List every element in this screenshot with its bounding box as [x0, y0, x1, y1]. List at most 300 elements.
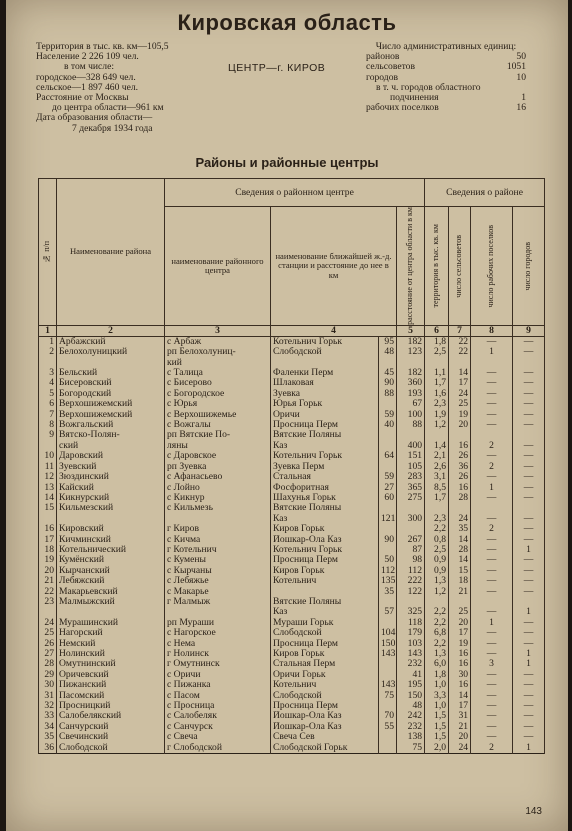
table-cell: 1,9 — [425, 410, 449, 420]
table-cell: 1,0 — [425, 680, 449, 690]
table-cell: Пижанский — [57, 680, 165, 690]
table-cell: 2 — [471, 462, 513, 472]
table-row — [39, 483, 545, 493]
table-cell: 12 — [39, 472, 57, 482]
table-cell: Котельнический — [57, 545, 165, 555]
table-cell: 143 — [379, 680, 397, 690]
header-district: Наименование района — [57, 179, 165, 326]
table-cell: — — [471, 701, 513, 711]
table-cell: ляны — [165, 441, 271, 451]
table-cell — [513, 503, 545, 513]
header-distance: расстояние от центра области в км — [397, 207, 425, 326]
table-cell: 25 — [39, 628, 57, 638]
table-cell: Салобелякский — [57, 711, 165, 721]
table-cell: с Богородское — [165, 389, 271, 399]
table-cell: г Котельнич — [165, 545, 271, 555]
table-cell: Вятские Поляны — [271, 597, 379, 607]
table-cell: 0,9 — [425, 555, 449, 565]
table-row — [39, 420, 545, 430]
table-cell: Киров Горьк — [271, 524, 379, 534]
table-cell: 14 — [449, 555, 471, 565]
table-cell: Вожгальский — [57, 420, 165, 430]
table-cell: 21 — [449, 587, 471, 597]
header-district-group: Сведения о районе — [425, 179, 545, 207]
table-cell: Свечинский — [57, 732, 165, 742]
table-cell: — — [471, 732, 513, 742]
table-cell: 2,5 — [425, 545, 449, 555]
table-cell: 195 — [397, 680, 425, 690]
table-cell: 24 — [449, 743, 471, 754]
table-cell: с Свеча — [165, 732, 271, 742]
table-cell: 20 — [449, 618, 471, 628]
table-cell: 16 — [449, 483, 471, 493]
table-cell: 193 — [397, 389, 425, 399]
table-cell: — — [513, 378, 545, 388]
table-cell: Кырчанский — [57, 566, 165, 576]
table-cell: 16 — [449, 659, 471, 669]
table-cell: 24 — [449, 389, 471, 399]
table-cell: — — [471, 535, 513, 545]
table-cell — [425, 430, 449, 440]
table-cell: 15 — [449, 566, 471, 576]
table-cell: Верхошижемский — [57, 410, 165, 420]
info-line: Территория в тыс. кв. км—105,5 — [36, 41, 169, 52]
table-cell — [379, 430, 397, 440]
table-cell: 112 — [379, 566, 397, 576]
table-cell: 0,8 — [425, 535, 449, 545]
table-row — [39, 732, 545, 742]
table-cell: 18 — [39, 545, 57, 555]
table-cell: 29 — [39, 670, 57, 680]
region-summary — [36, 42, 236, 134]
table-cell: 13 — [39, 483, 57, 493]
table-cell — [165, 514, 271, 524]
table-row — [39, 368, 545, 378]
table-cell: 2,3 — [425, 399, 449, 409]
table-cell: с Нагорское — [165, 628, 271, 638]
table-cell: 1,8 — [425, 670, 449, 680]
table-cell: Вятско-Полян- — [57, 430, 165, 440]
table-cell: г Киров — [165, 524, 271, 534]
table-cell: Даровский — [57, 451, 165, 461]
table-title: Районы и районные центры — [195, 155, 379, 170]
table-cell: 25 — [449, 607, 471, 617]
table-cell: 28 — [39, 659, 57, 669]
page-title: Кировская область — [177, 10, 397, 35]
table-cell: 14 — [449, 691, 471, 701]
table-cell: 14 — [449, 368, 471, 378]
table-cell: 26 — [449, 451, 471, 461]
admin-unit-row: в т. ч. городов областного — [376, 81, 481, 93]
table-cell: кий — [165, 358, 271, 368]
table-cell: 48 — [397, 701, 425, 711]
table-cell: 1 — [471, 618, 513, 628]
table-cell: — — [471, 399, 513, 409]
table-cell: Санчурский — [57, 722, 165, 732]
table-row — [39, 670, 545, 680]
table-cell: — — [513, 691, 545, 701]
table-cell: — — [471, 566, 513, 576]
table-cell: — — [471, 545, 513, 555]
table-cell — [449, 358, 471, 368]
table-cell: Каз — [271, 514, 379, 524]
table-cell: Слободской — [271, 347, 379, 357]
table-cell: — — [471, 639, 513, 649]
table-cell: 3,3 — [425, 691, 449, 701]
table-row — [39, 639, 545, 649]
table-cell: — — [513, 441, 545, 451]
table-cell: 27 — [379, 483, 397, 493]
header-center-group: Сведения о районном центре — [165, 179, 425, 207]
table-cell: — — [471, 628, 513, 638]
table-cell — [379, 597, 397, 607]
table-cell: 182 — [397, 368, 425, 378]
table-row — [39, 743, 545, 754]
table-cell: с Салобеляк — [165, 711, 271, 721]
table-cell: Зюздинский — [57, 472, 165, 482]
table-cell — [57, 514, 165, 524]
table-cell: 22 — [449, 336, 471, 347]
table-cell — [425, 503, 449, 513]
table-cell — [449, 503, 471, 513]
table-cell: — — [471, 607, 513, 617]
table-cell: 33 — [39, 711, 57, 721]
table-cell: 6,0 — [425, 659, 449, 669]
table-cell: — — [513, 410, 545, 420]
table-row — [39, 524, 545, 534]
table-cell: — — [471, 472, 513, 482]
table-cell: 1,5 — [425, 732, 449, 742]
table-cell: 4 — [39, 378, 57, 388]
table-cell: — — [513, 472, 545, 482]
table-cell: 1,1 — [425, 368, 449, 378]
table-cell: с Кичма — [165, 535, 271, 545]
table-cell: 16 — [39, 524, 57, 534]
table-cell: Оричи Горьк — [271, 670, 379, 680]
table-row — [39, 566, 545, 576]
table-cell — [449, 430, 471, 440]
table-cell: 15 — [39, 503, 57, 513]
table-cell: г Нолинск — [165, 649, 271, 659]
table-cell: г Омутнинск — [165, 659, 271, 669]
table-cell: 98 — [397, 555, 425, 565]
table-cell: 1,3 — [425, 576, 449, 586]
table-cell: 2,0 — [425, 743, 449, 754]
table-cell: Зуевка Перм — [271, 462, 379, 472]
table-cell: 1,8 — [425, 336, 449, 347]
table-cell: 3,1 — [425, 472, 449, 482]
table-cell: 34 — [39, 722, 57, 732]
table-cell: 5 — [39, 389, 57, 399]
table-cell: 2 — [39, 347, 57, 357]
table-cell: Слободской — [271, 628, 379, 638]
book-page — [6, 0, 568, 831]
table-cell: 100 — [397, 410, 425, 420]
header-no: № п/п — [39, 179, 57, 326]
table-cell: 7 — [39, 410, 57, 420]
table-cell: — — [471, 722, 513, 732]
table-cell: — — [513, 639, 545, 649]
table-cell: — — [471, 420, 513, 430]
table-cell: — — [471, 576, 513, 586]
table-cell: 1,0 — [425, 701, 449, 711]
table-cell — [271, 358, 379, 368]
table-cell: 31 — [449, 711, 471, 721]
table-header — [39, 179, 545, 337]
table-cell: 41 — [397, 670, 425, 680]
table-cell: — — [471, 493, 513, 503]
table-cell: 90 — [379, 535, 397, 545]
table-cell — [271, 587, 379, 597]
table-cell: 400 — [397, 441, 425, 451]
table-cell — [379, 670, 397, 680]
table-row — [39, 441, 545, 451]
table-cell: 1 — [39, 336, 57, 347]
table-cell: Свеча Сев — [271, 732, 379, 742]
table-cell: 104 — [379, 628, 397, 638]
table-cell: Котельнич — [271, 680, 379, 690]
table-cell: — — [513, 462, 545, 472]
table-cell: 25 — [449, 399, 471, 409]
table-cell: 1,7 — [425, 493, 449, 503]
table-row — [39, 430, 545, 440]
table-cell — [379, 441, 397, 451]
table-cell: 22 — [39, 587, 57, 597]
table-cell: Зуевка — [271, 389, 379, 399]
table-cell: с Оричи — [165, 670, 271, 680]
table-cell: Шахунья Горьк — [271, 493, 379, 503]
table-cell: 64 — [379, 451, 397, 461]
table-cell: с Талица — [165, 368, 271, 378]
table-cell: г Слободской — [165, 743, 271, 754]
table-cell: 88 — [397, 420, 425, 430]
table-cell: с Даровское — [165, 451, 271, 461]
admin-units-heading: Число административных единиц: — [375, 41, 517, 52]
table-cell: 143 — [379, 649, 397, 659]
table-cell: Йошкар-Ола Каз — [271, 535, 379, 545]
admin-unit-row: подчинения 1 — [390, 92, 526, 104]
table-cell: — — [513, 587, 545, 597]
table-cell: 35 — [379, 587, 397, 597]
table-cell: 222 — [397, 576, 425, 586]
table-cell: 22 — [449, 347, 471, 357]
table-cell: Котельнич Горьк — [271, 545, 379, 555]
header-territory: территория в тыс. кв. км — [425, 207, 449, 326]
table-cell: с Лойно — [165, 483, 271, 493]
table-cell — [471, 430, 513, 440]
table-cell — [513, 358, 545, 368]
table-cell: с Кырчаны — [165, 566, 271, 576]
table-row — [39, 399, 545, 409]
table-cell: 26 — [449, 472, 471, 482]
table-cell: рп Белохолуниц- — [165, 347, 271, 357]
table-cell — [379, 732, 397, 742]
table-cell: 35 — [39, 732, 57, 742]
table-cell: с Бисерово — [165, 378, 271, 388]
table-cell — [379, 701, 397, 711]
table-cell: с Вожгалы — [165, 420, 271, 430]
table-cell: 2 — [471, 441, 513, 451]
table-cell: с Верхошижемье — [165, 410, 271, 420]
table-cell: 232 — [397, 659, 425, 669]
table-row — [39, 587, 545, 597]
table-cell: Нагорский — [57, 628, 165, 638]
table-cell: с Кумены — [165, 555, 271, 565]
table-cell: 1,3 — [425, 649, 449, 659]
table-cell: 2 — [471, 524, 513, 534]
table-cell: Просница Перм — [271, 639, 379, 649]
table-cell: — — [471, 711, 513, 721]
table-cell: 70 — [379, 711, 397, 721]
table-cell: 2 — [471, 743, 513, 754]
table-cell — [165, 607, 271, 617]
table-cell: — — [471, 368, 513, 378]
table-cell: 16 — [449, 680, 471, 690]
table-cell: 1 — [513, 607, 545, 617]
table-cell — [379, 618, 397, 628]
table-cell: 275 — [397, 493, 425, 503]
table-cell: — — [513, 493, 545, 503]
table-cell: Немский — [57, 639, 165, 649]
table-cell: Кикнурский — [57, 493, 165, 503]
table-row — [39, 503, 545, 513]
table-cell: 1 — [513, 659, 545, 669]
table-cell: 24 — [39, 618, 57, 628]
table-cell: 17 — [449, 701, 471, 711]
header-cities: число городов — [513, 207, 545, 326]
table-cell: 26 — [39, 639, 57, 649]
header-councils: число сельсоветов — [449, 207, 471, 326]
table-cell: Вятские Поляны — [271, 430, 379, 440]
table-cell: 57 — [379, 607, 397, 617]
table-cell: 60 — [379, 493, 397, 503]
table-cell: Каз — [271, 607, 379, 617]
table-cell — [397, 597, 425, 607]
table-cell — [379, 659, 397, 669]
table-cell — [471, 358, 513, 368]
table-cell: Слободской Горьк — [271, 743, 379, 754]
table-cell: с Афанасьево — [165, 472, 271, 482]
header-settlements: число рабочих поселков — [471, 207, 513, 326]
info-line: Дата образования области— — [36, 112, 153, 124]
info-line: 7 декабря 1934 года — [72, 122, 153, 134]
table-cell: Арбажский — [57, 336, 165, 347]
table-cell: с Нема — [165, 639, 271, 649]
table-cell: 16 — [449, 649, 471, 659]
table-cell: — — [513, 524, 545, 534]
table-cell: 59 — [379, 472, 397, 482]
table-cell — [39, 358, 57, 368]
table-row — [39, 378, 545, 388]
table-cell: — — [513, 420, 545, 430]
table-cell: 2,3 — [425, 514, 449, 524]
table-cell: 150 — [379, 639, 397, 649]
table-cell: 55 — [379, 722, 397, 732]
table-row — [39, 535, 545, 545]
info-line: до центра области—961 км — [52, 102, 164, 114]
table-cell — [379, 524, 397, 534]
table-cell: 1 — [513, 649, 545, 659]
table-cell: 122 — [397, 587, 425, 597]
table-cell: Слободской — [271, 691, 379, 701]
table-row — [39, 451, 545, 461]
table-cell: — — [513, 722, 545, 732]
table-cell: Богородский — [57, 389, 165, 399]
table-cell: с Юрья — [165, 399, 271, 409]
table-cell: 325 — [397, 607, 425, 617]
table-cell — [39, 441, 57, 451]
table-cell: Мураши Горьк — [271, 618, 379, 628]
table-cell: — — [471, 680, 513, 690]
table-cell: 20 — [449, 420, 471, 430]
table-cell: Пасомский — [57, 691, 165, 701]
table-cell: 45 — [379, 368, 397, 378]
table-cell: Макарьевский — [57, 587, 165, 597]
table-cell: 16 — [449, 441, 471, 451]
table-cell: 20 — [449, 732, 471, 742]
table-cell: Кичминский — [57, 535, 165, 545]
table-cell: — — [471, 587, 513, 597]
table-cell: Юрья Горьк — [271, 399, 379, 409]
table-cell: 11 — [39, 462, 57, 472]
table-cell: рп Вятские По- — [165, 430, 271, 440]
table-cell — [449, 597, 471, 607]
table-cell: Киров Горьк — [271, 649, 379, 659]
table-cell: Оричевский — [57, 670, 165, 680]
table-cell: 138 — [397, 732, 425, 742]
table-cell: 95 — [379, 336, 397, 347]
table-cell: 19 — [449, 410, 471, 420]
table-cell: Котельнич Горьк — [271, 451, 379, 461]
table-cell: — — [513, 566, 545, 576]
info-line: Расстояние от Москвы — [36, 92, 129, 104]
table-cell: Белохолуницкий — [57, 347, 165, 357]
table-cell: — — [513, 555, 545, 565]
table-cell: 24 — [449, 514, 471, 524]
table-cell: 20 — [39, 566, 57, 576]
header-station: наименование ближайшей ж.-д. станции и расстояние до нее в км — [271, 207, 397, 326]
table-cell: Стальная — [271, 472, 379, 482]
table-cell: Просницкий — [57, 701, 165, 711]
table-cell: 36 — [39, 743, 57, 754]
table-cell — [379, 358, 397, 368]
info-line: сельское—1 897 460 чел. — [36, 81, 139, 93]
table-cell: 67 — [397, 399, 425, 409]
table-cell: ский — [57, 441, 165, 451]
table-cell: — — [513, 628, 545, 638]
table-cell: с Кильмезь — [165, 503, 271, 513]
table-cell: — — [513, 347, 545, 357]
table-cell — [471, 597, 513, 607]
table-cell — [513, 430, 545, 440]
table-cell — [513, 597, 545, 607]
table-cell: 150 — [397, 691, 425, 701]
table-cell: 1 — [513, 743, 545, 754]
table-cell: — — [513, 680, 545, 690]
table-cell: — — [513, 670, 545, 680]
table-cell: 28 — [449, 545, 471, 555]
table-cell — [379, 743, 397, 754]
table-row — [39, 576, 545, 586]
table-cell: 2,2 — [425, 607, 449, 617]
table-cell: 182 — [397, 336, 425, 347]
table-cell: 21 — [39, 576, 57, 586]
table-cell: — — [513, 701, 545, 711]
table-cell: — — [471, 451, 513, 461]
table-row — [39, 555, 545, 565]
table-cell: 30 — [449, 670, 471, 680]
table-cell: 1,4 — [425, 441, 449, 451]
